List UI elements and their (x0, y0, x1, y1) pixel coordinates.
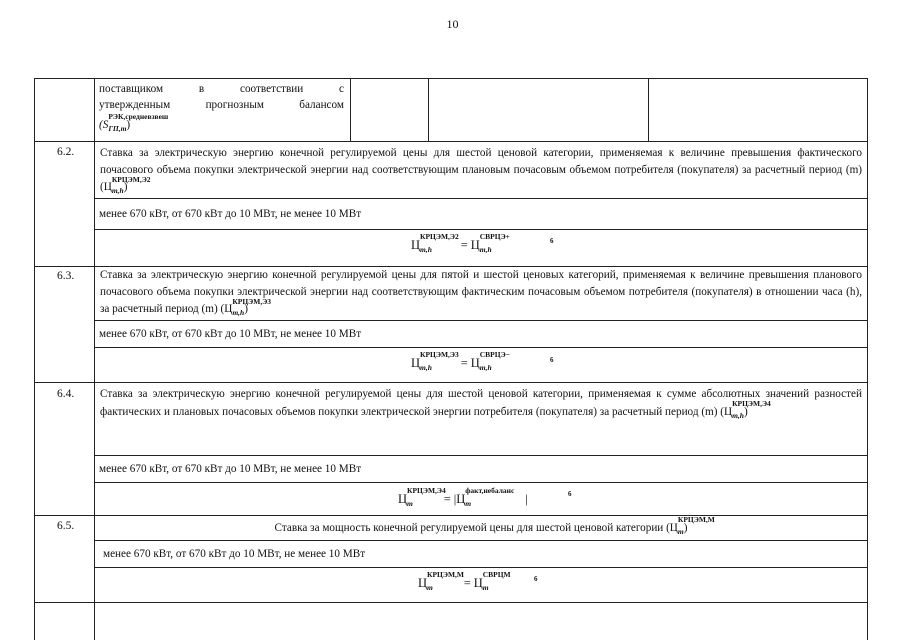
top-row-word: прогнозным (205, 99, 264, 111)
formula-equals: = (463, 576, 471, 590)
formula-left-sub: m (407, 499, 413, 508)
page-number: 10 (446, 17, 459, 31)
top-row-symbol-open: (S (99, 119, 109, 131)
footnote-marker: 6 (568, 490, 572, 498)
row-line-6-5-formula (94, 567, 868, 568)
top-row-divider-3 (648, 78, 649, 141)
section-title-end: ) (743, 406, 748, 418)
section-title-sub: m,h (232, 308, 245, 317)
section-title-sup: КРЦЭМ,М (677, 515, 715, 524)
top-row-word: в (198, 83, 205, 95)
formula-equals: = (443, 492, 451, 506)
formula-equals: = (460, 238, 468, 252)
tariff-table (34, 78, 868, 640)
formula-right-sup: СВРЦЭ− (479, 350, 510, 359)
row-line-6-2-formula (94, 229, 868, 230)
formula-left-symbol: Ц (418, 576, 428, 590)
top-row-word: с (339, 83, 344, 95)
section-title-text: Ставка за мощность конечной регулируемой цены для шестой ценовой категории (Ц (274, 522, 678, 534)
top-row-symbol-sub: ГП,m (108, 124, 127, 133)
row-line-6-2 (34, 141, 868, 142)
formula-right-sub: m (465, 499, 472, 508)
row-line-6-4-formula (94, 482, 868, 483)
formula-right-sup: СВРЦМ (482, 570, 511, 579)
top-row-word: поставщиком (99, 83, 164, 95)
footnote-marker: 6 (534, 575, 538, 583)
formula-left-sup: КРЦЭМ,Э4 (407, 486, 446, 495)
section-title-sub: m,h (111, 186, 124, 195)
section-title (100, 385, 862, 425)
row-line-6-3-formula (94, 347, 868, 348)
section-number: 6.4. (57, 388, 75, 400)
formula-left-sup: КРЦЭМ,Э3 (420, 350, 459, 359)
row-line-top (34, 78, 868, 79)
row-line-6-5 (34, 515, 868, 516)
section-title-sup: КРЦЭМ,Э3 (232, 297, 272, 306)
section-title-text: Ставка за электрическую энергию конечной регулируемой цены для пятой и шестой ценовых категорий, применяемая к величине превышения планового почасового объема покупки электрической энергии над соответствующим фактическим почасовым объемом потребителя (покупателя) в отношении часа (h), за расчетный период (m) (Ц (100, 269, 862, 315)
condition-text: менее 670 кВт, от 670 кВт до 10 МВт, не менее 10 МВт (99, 208, 362, 220)
formula-right-symbol: Ц (470, 238, 480, 252)
top-row-symbol (99, 113, 344, 137)
section-title-sub: m,h (732, 411, 744, 420)
section-number: 6.3. (57, 270, 75, 282)
formula-left-sub: m,h (420, 363, 432, 372)
section-title (94, 515, 868, 540)
number-column-divider (94, 78, 95, 640)
formula-left-symbol: Ц (398, 492, 408, 506)
section-title-end: ) (683, 522, 688, 534)
row-line-6-5-cond (94, 540, 868, 541)
formula-right-end: | (525, 492, 528, 506)
formula-right-symbol: Ц (473, 576, 483, 590)
formula-left-sub: m,h (420, 245, 432, 254)
section-title-sup: КРЦЭМ,Э2 (111, 175, 151, 184)
top-row-word: соответствии (239, 83, 304, 95)
section-title (100, 145, 862, 199)
top-row-word: утвержденным (99, 99, 171, 111)
formula-left-sup: КРЦЭМ,М (427, 570, 465, 579)
section-title-text: Ставка за электрическую энергию конечной регулируемой цены для шестой ценовой категории, применяемая к сумме абсолютных значений разностей фактических и плановых почасовых объемов покупки электрической энергии потребителя (покупателя) за расчетный период (m) (Ц (100, 388, 862, 418)
condition-text: менее 670 кВт, от 670 кВт до 10 МВт, не менее 10 МВт (103, 548, 366, 560)
table-border-right (867, 78, 868, 640)
section-number: 6.2. (57, 146, 75, 158)
row-line-6-4-cond (94, 455, 868, 456)
top-row-word: балансом (299, 99, 344, 111)
formula (411, 350, 510, 372)
formula (418, 570, 511, 592)
section-title-text: Ставка за электрическую энергию конечной регулируемой цены для шестой ценовой категории, применяемая к величине превышения фактического почасового объема покупки электрической энергии над соответствующим плановым почасовым объемом потребителя (покупателя) за расчетный период (m) (Ц (100, 147, 862, 193)
section-title-sup: КРЦЭМ,Э4 (732, 399, 771, 408)
top-row-text (99, 81, 344, 137)
footnote-marker: 6 (550, 356, 554, 364)
top-row-divider-2 (428, 78, 429, 141)
formula (411, 232, 510, 254)
formula-right-sup: СВРЦЭ+ (479, 232, 510, 241)
section-title-end: ) (123, 181, 128, 193)
formula-left-sub: m (427, 583, 433, 592)
condition-text: менее 670 кВт, от 670 кВт до 10 МВт, не менее 10 МВт (99, 328, 362, 340)
formula-right-symbol: |Ц (453, 492, 466, 506)
condition-text: менее 670 кВт, от 670 кВт до 10 МВт, не менее 10 МВт (99, 463, 362, 475)
formula-right-sub: m,h (479, 363, 492, 372)
section-title-sub: m (677, 527, 684, 536)
row-line-6-4 (34, 382, 868, 383)
formula-right-symbol: Ц (470, 356, 480, 370)
section-number: 6.5. (57, 520, 75, 532)
row-line-bottom (34, 602, 868, 603)
section-title (100, 267, 862, 321)
formula (398, 486, 528, 508)
footnote-marker: 6 (550, 237, 554, 245)
formula-left-sup: КРЦЭМ,Э2 (420, 232, 459, 241)
table-border-left (34, 78, 35, 640)
formula-right-sub: m,h (479, 245, 492, 254)
formula-left-symbol: Ц (411, 238, 421, 252)
formula-left-symbol: Ц (411, 356, 421, 370)
formula-equals: = (460, 356, 468, 370)
formula-right-sub: m (482, 583, 489, 592)
section-title-end: ) (244, 303, 248, 315)
formula-right-sup: факт,небаланс (465, 486, 515, 495)
top-row-divider-1 (350, 78, 351, 141)
top-row-symbol-sup: РЭК,средневзвеш (108, 112, 169, 121)
top-row-symbol-close: ) (126, 119, 131, 131)
